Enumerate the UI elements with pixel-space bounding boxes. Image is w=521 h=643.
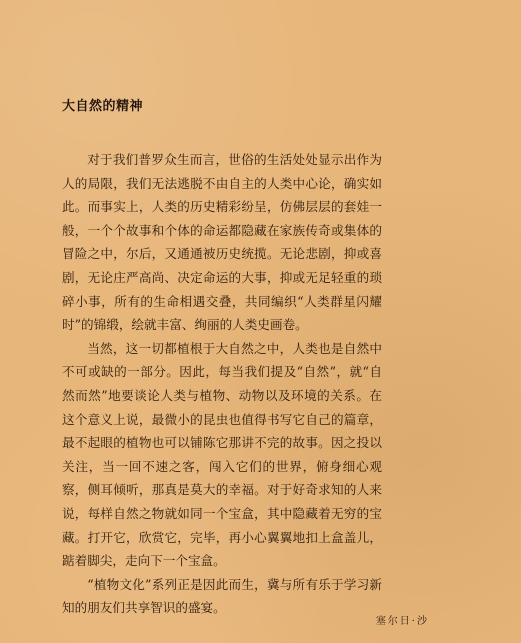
paragraph-3: “植物文化”系列正是因此而生，冀与所有乐于学习新知的朋友们共享智识的盛宴。 xyxy=(62,576,382,616)
page-title: 大自然的精神 xyxy=(62,99,144,114)
paragraph-2: 当然，这一切都植根于大自然之中，人类也是自然中不可或缺的一部分。因此，每当我们提及“自然”，就“自然而然”地要谈论人类与植物、动物以及环境的关系。在这个意义上说，最微小的昆虫也值得书写它自己的篇章，最不起眼的植物也可以铺陈它那讲不完的故事。因之投以关注，当一回不速之客，闯入它们的世界，俯身细心观察，侧耳倾听，那真是莫大的幸福。对于好奇求知的人来说，每样自然之物就如同一个宝盒，其中隐藏着无穷的宝藏。打开它，欣赏它，完毕，再小心翼翼地扣上盒盖儿，踮着脚尖，走向下一个宝盒。 xyxy=(62,340,382,569)
paragraph-1: 对于我们普罗众生而言，世俗的生活处处显示出作为人的局限，我们无法逃脱不由自主的人类中心论，确实如此。而事实上，人类的历史精彩纷呈，仿佛层层的套娃一般，一个个故事和个体的命运都隐藏在家族传奇或集体的冒险之中，尔后，又通通被历史统揽。无论悲剧，抑或喜剧，无论庄严高尚、决定命运的大事，抑或无足轻重的琐碎小事，所有的生命相遇交叠，共同编织“人类群星闪耀时”的锦缎，绘就丰富、绚丽的人类史画卷。 xyxy=(62,152,382,333)
author-signature: 塞尔日·沙 xyxy=(375,616,429,627)
body-text xyxy=(62,148,382,620)
